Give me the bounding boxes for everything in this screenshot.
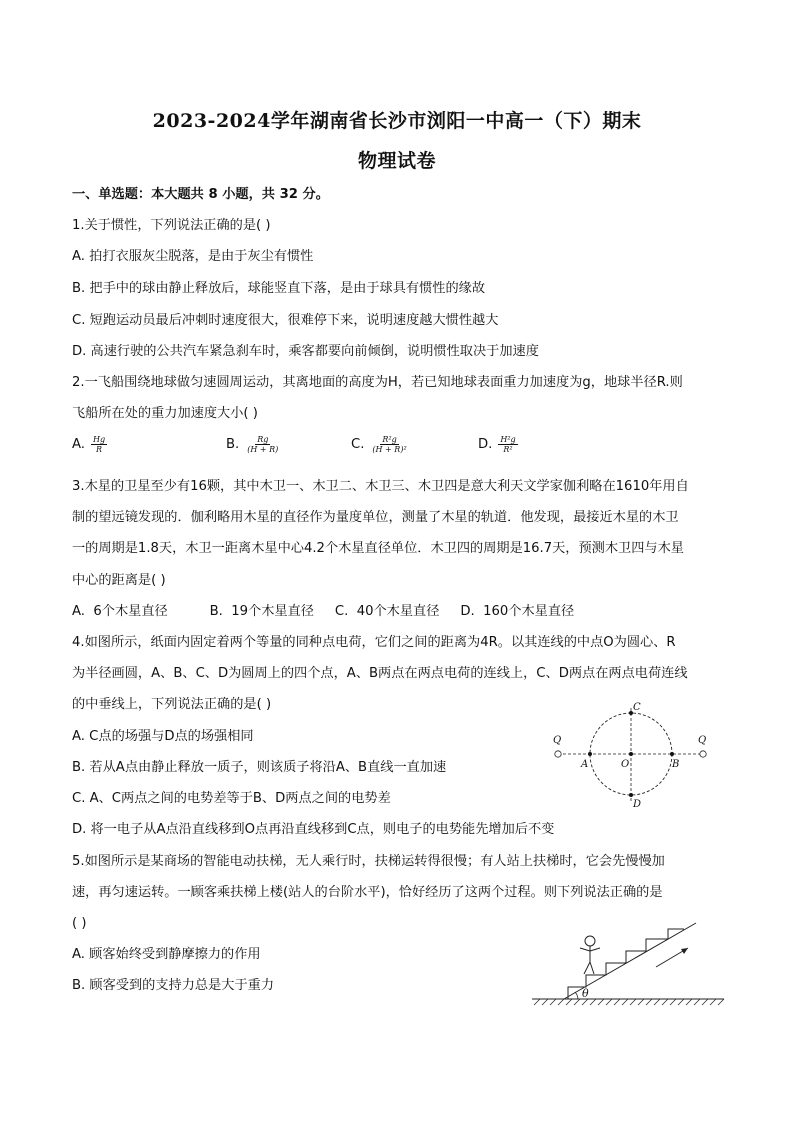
label-b: B [672, 759, 680, 770]
q3-stem-line1: 3.木星的卫星至少有16颗，其中木卫一、木卫二、木卫三、木卫四是意大利天文学家伽利略在1610年用自 [72, 479, 689, 494]
q2-option-b-denominator: (H + R) [247, 445, 279, 454]
q5-option-b: B. 顾客受到的支持力总是大于重力 [72, 978, 275, 993]
q2-stem-line2: 飞船所在处的重力加速度大小( ) [72, 406, 258, 421]
q2-option-c-denominator: (H + R)² [372, 445, 407, 454]
theta-label: θ [582, 987, 589, 1000]
q4-stem-line2: 为半径画圆，A、B、C、D为圆周上的四个点，A、B两点在两点电荷的连线上，C、D两点在两点电荷连线 [72, 666, 688, 681]
q1-option-a: A. 拍打衣服灰尘脱落，是由于灰尘有惯性 [72, 249, 314, 264]
q4-option-a: A. C点的场强与D点的场强相同 [72, 729, 254, 744]
q2-option-a-denominator: R [96, 445, 103, 454]
q1-option-c: C. 短跑运动员最后冲刺时速度很大，很难停下来，说明速度越大惯性越大 [72, 313, 499, 328]
escalator-diagram [528, 915, 728, 1015]
q4-stem-line1: 4.如图所示，纸面内固定着两个等量的同种点电荷，它们之间的距离为4R。以其连线的中点O为圆心、R [72, 635, 676, 650]
label-q-right: Q [698, 735, 707, 746]
q2-option-a-label: A. [72, 437, 85, 452]
q2-option-a-numerator: Hg [92, 435, 106, 444]
q4-option-d: D. 将一电子从A点沿直线移到O点再沿直线移到C点，则电子的电势能先增加后不变 [72, 822, 555, 837]
q2-option-d-denominator: R² [503, 445, 513, 454]
point-o-dot [629, 752, 633, 756]
label-a: A [581, 759, 589, 770]
q1-option-b: B. 把手中的球由静止释放后，球能竖直下落，是由于球具有惯性的缘故 [72, 281, 486, 296]
q2-option-b-fraction [245, 435, 280, 454]
floor-hatching [534, 999, 724, 1005]
q2-option-c [351, 435, 409, 454]
exam-title: 2023-2024学年湖南省长沙市浏阳一中高一（下）期末 [152, 110, 642, 132]
q3-stem-line3: 一的周期是1.8天，木卫一距离木星中心4.2个木星直径单位．木卫四的周期是16.7天，预测木卫四与木星 [72, 541, 684, 556]
q4-stem-line3: 的中垂线上，下列说法正确的是( ) [72, 697, 272, 712]
q2-option-b-numerator: Rg [257, 435, 269, 444]
q2-option-b-label: B. [226, 437, 240, 452]
q1-stem: 1.关于惯性，下列说法正确的是( ) [72, 218, 271, 233]
label-d: D [633, 799, 642, 810]
q2-option-c-label: C. [351, 437, 365, 452]
q2-option-c-numerator: R²g [382, 435, 397, 444]
exam-subtitle: 物理试卷 [357, 150, 436, 172]
q2-option-a [72, 435, 107, 454]
q3-stem-line4: 中心的距离是( ) [72, 573, 166, 588]
q2-option-c-fraction [370, 435, 408, 454]
q2-option-b [226, 435, 280, 454]
q3-stem-line2: 制的望远镜发现的．伽利略用木星的直径作为量度单位，测量了木星的轨道．他发现，最接近木星的木卫 [72, 510, 679, 525]
q5-option-a: A. 顾客始终受到静摩擦力的作用 [72, 947, 261, 962]
section-heading: 一、单选题：本大题共 8 小题，共 32 分。 [72, 187, 329, 202]
point-d-dot [629, 793, 633, 797]
point-a-dot [588, 752, 592, 756]
q2-option-d-numerator: H²g [500, 435, 516, 444]
q5-stem-line3: ( ) [72, 916, 87, 931]
person-figure-icon [580, 936, 600, 974]
q4-option-c: C. A、C两点之间的电势差等于B、D两点之间的电势差 [72, 791, 391, 806]
q2-option-d-fraction [498, 435, 517, 454]
charge-left-icon [555, 751, 561, 757]
q4-option-b: B. 若从A点由静止释放一质子，则该质子将沿A、B直线一直加速 [72, 760, 447, 775]
q5-stem-line2: 速，再匀速运转。一顾客乘扶梯上楼(站人的台阶水平)，恰好经历了这两个过程。则下列说法正确的是 [72, 885, 663, 900]
charge-circle-diagram [548, 695, 718, 813]
label-q-left: Q [553, 735, 562, 746]
q5-stem-line1: 5.如图所示是某商场的智能电动扶梯，无人乘行时，扶梯运转得很慢；有人站上扶梯时，它会先慢慢加 [72, 854, 665, 869]
q2-option-a-fraction [91, 435, 107, 454]
q2-option-d-label: D. [478, 437, 493, 452]
q3-options: A. 6个木星直径 B. 19个木星直径 C. 40个木星直径 D. 160个木星直径 [72, 604, 575, 619]
charge-right-icon [700, 751, 706, 757]
label-o: O [621, 759, 630, 770]
q2-option-d [478, 435, 518, 454]
angle-arc [575, 992, 578, 999]
point-b-dot [670, 752, 674, 756]
label-c: C [633, 702, 641, 713]
q2-stem-line1: 2.一飞船围绕地球做匀速圆周运动，其离地面的高度为H，若已知地球表面重力加速度为g，地球半径R.则 [72, 375, 683, 390]
q1-option-d: D. 高速行驶的公共汽车紧急刹车时，乘客都要向前倾倒，说明惯性取决于加速度 [72, 344, 539, 359]
